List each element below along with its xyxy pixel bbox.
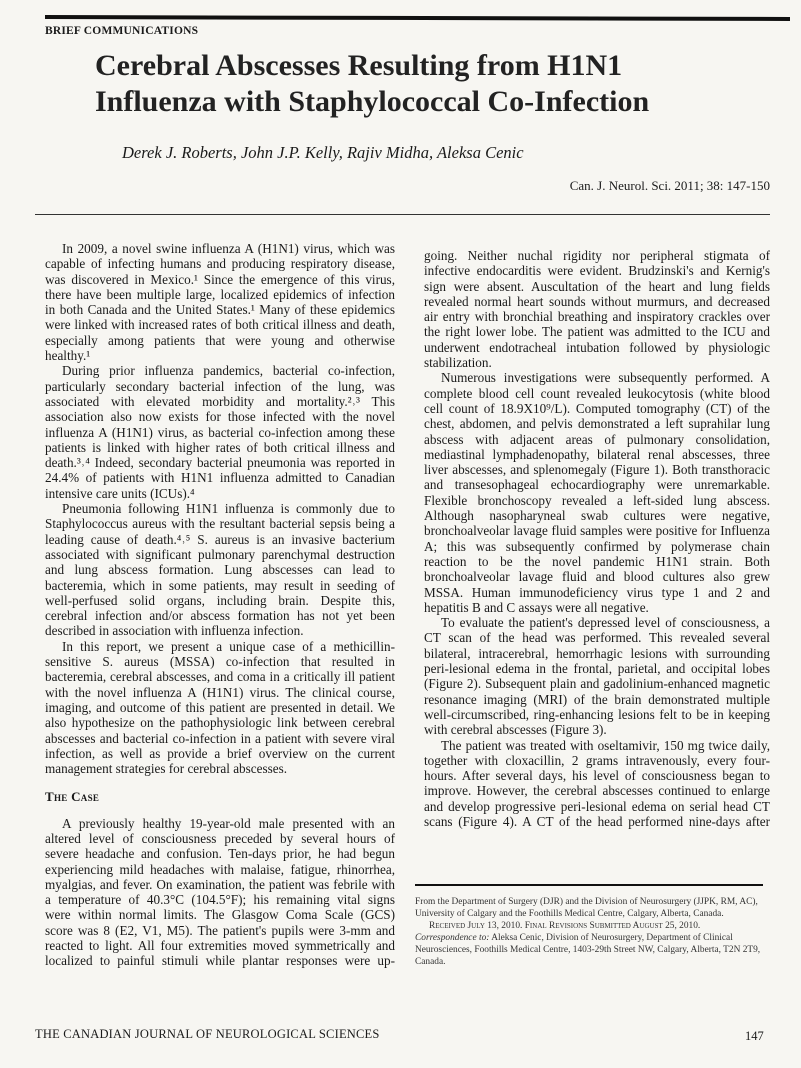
text-line: were linked with increased rates of both critical illness and death, [45,317,395,333]
text-line: with the novel influenza A (H1N1) virus. The clinical course, [45,684,395,700]
text-line: leading cause of death.⁴˒⁵ S. aureus is an invasive bacterium [45,531,395,547]
text-line: imaging, and outcome of this patient are presented in detail. We [45,699,395,715]
text-line: healthy.¹ [45,348,91,364]
text-line: the right lower lobe. The patient was admitted to the ICU and [424,324,770,340]
text-line: revealed normal heart sounds without murmurs, and decreased [424,293,770,309]
intro-section [45,241,395,776]
text-line: was discovered in Mexico.¹ Since the emergence of this virus, [45,271,395,287]
text-line: and transesophageal echocardiography were unremarkable. [424,477,770,493]
text-line: abscesses and bacterial co-infection in a patient with severe viral [45,730,395,746]
text-line: liver abscesses, and splenomegaly (Figure 1). Both transthoracic [424,462,770,478]
text-line: cell count of 18.9X10⁹/L). Computed tomography (CT) of the [424,400,770,416]
text-line: infection, as well as provide a brief overview on the current [45,745,395,761]
citation: Can. J. Neurol. Sci. 2011; 38: 147-150 [569,178,770,193]
text-line: hours. After several days, his level of consciousness began to [424,768,770,784]
text-line: peri-lesional edema in the frontal, parietal, and occipital lobes [424,661,770,677]
header-rule [45,15,790,21]
paragraph [45,816,395,969]
text-line: going. Neither nuchal rigidity nor peripheral stigmata of [424,248,770,263]
text-line: CT scan of the head was performed. This revealed several [424,630,770,646]
page-number: 147 [745,1029,764,1043]
paragraph [45,639,395,777]
text-line: hepatitis B and C assays were all negative. [424,599,649,615]
footnote-rule [415,884,763,886]
correspondence-text: Aleksa Cenic, Division of Neurosurgery, Department of Clinical Neurosciences, Foothills Medical Centre, 1403-29th Street NW, Calgary, Alberta, T2N 2T9, Canada. [415,933,761,967]
text-line: chest, abdomen, and pelvis demonstrated a left suprahilar lung [424,416,770,432]
text-line: To evaluate the patient's depressed level of consciousness, a [441,615,770,631]
paragraph [424,370,770,615]
text-line: sensitive S. aureus (MSSA) co-infection that resulted in [45,654,395,670]
divider [35,214,770,215]
text-line: reacted to light. All four extremities moved symmetrically and [45,938,395,954]
case-continued [424,248,770,829]
text-line: experiencing mild headaches with malaise, fatigue, rhinorrhea, [45,861,395,877]
journal-name: THE CANADIAN JOURNAL OF NEUROLOGICAL SCIENCES [35,1027,380,1041]
text-line: Although nasopharyneal swab cultures were negative, [424,508,770,524]
text-line: infective endocarditis were evident. Brudzinski's and Kernig's [424,263,770,279]
text-line: described in association with influenza infection. [45,623,304,639]
text-line: Numerous investigations were subsequently performed. A [441,370,770,386]
text-line: a temperature of 40.3°C (104.5°F); his remaining vital signs [45,892,395,908]
text-line: management strategies for cerebral abscesses. [45,761,288,777]
text-line: together with cloxacillin, 2 grams intravenously, every four- [424,752,770,768]
text-line: improve. However, the cerebral abscesses continued to enlarge [424,783,770,799]
affiliation: From the Department of Surgery (DJR) and the Division of Neurosurgery (JJPK, RM, AC), University of Calgary and the Foothills Medical Centre, Calgary, Alberta, Canada. [415,897,758,919]
text-line: influenza A (H1N1) virus, as bacterial co-infection among these [45,424,395,440]
section-heading: The Case [45,789,100,805]
text-line: Staphylococcus aureus with the resultant bacterial sepsis being a [45,516,395,532]
text-line: complete blood cell count revealed leukocytosis (white blood [424,385,770,401]
text-line: resonance imaging (MRI) of the brain demonstrated multiple [424,691,770,707]
author-list: Derek J. Roberts, John J.P. Kelly, Rajiv Midha, Aleksa Cenic [122,143,524,162]
text-line: were within normal limits. The Glasgow Coma Scale (GCS) [45,907,395,923]
text-line: A previously healthy 19-year-old male presented with an [62,815,395,831]
paragraph [424,738,770,830]
paragraph [45,501,395,639]
text-line: Flexible bronchoscopy revealed a left-sided lung abscess. [424,492,770,508]
section-label: BRIEF COMMUNICATIONS [45,25,199,37]
text-line: and lung abscess formation. Lung abscesses can lead to [45,562,395,578]
text-line: association also now exists for those infected with the novel [45,409,395,425]
text-line: altered level of consciousness preceded by several hours of [45,830,395,846]
text-line: associated with significant pulmonary parenchymal destruction [45,546,395,562]
text-line: death.³˒⁴ Indeed, secondary bacterial pneumonia was reported in [45,455,395,471]
text-line: In this report, we present a unique case of a methicillin- [62,638,395,654]
correspondence-label: Correspondence to: [415,933,490,943]
text-line: In 2009, a novel swine influenza A (H1N1) virus, which was [62,241,395,256]
text-line: reaction to be the novel pandemic H1N1 strain. Both [424,553,770,569]
text-line: Pneumonia following H1N1 influenza is commonly due to [62,501,395,517]
text-line: intensive care units (ICUs).⁴ [45,485,195,501]
text-line: myalgias, and fever. On examination, the patient was febrile with [45,876,395,892]
text-line: bilateral, intracerebral, hemorrhagic lesions with surrounding [424,645,770,661]
text-line: air entry with bronchial breathing and inspiratory crackles over [424,309,770,325]
text-line: MSSA. Human immunodeficiency virus type 1 and 2 and [424,584,770,600]
text-line: bronchoalveolar lavage fluid and blood cultures also grew [424,569,770,585]
text-line: also hypothesize on the pathophysiologic link between cerebral [45,715,395,731]
text-line: associated with elevated morbidity and mortality.²˒³ This [45,393,395,409]
text-line: and develop progressive peri-lesional edema on serial head CT [424,798,770,814]
text-line: scans (Figure 4). A CT of the head performed nine-days after [424,813,770,829]
text-line: localized to painful stimuli while plantar responses were up- [45,953,395,969]
text-line: with cerebral abscesses (Figure 3). [424,722,607,738]
title-line: Cerebral Abscesses Resulting from H1N1 [95,49,623,82]
text-line: (Figure 2). Subsequent plain and gadolinium-enhanced magnetic [424,676,770,692]
text-line: in both Canada and the United States.¹ Many of these epidemics [45,302,395,318]
right-column [424,248,770,829]
text-line: bronchoalveolar lavage fluid samples were positive for Influenza [424,523,770,539]
received-dates: Received July 13, 2010. Final Revisions Submitted August 25, 2010. [429,921,701,931]
text-line: sign were absent. Auscultation of the heart and lung fields [424,278,770,294]
case-section [45,816,395,969]
article-title [95,48,649,120]
text-line: well-circumscribed, ring-enhancing lesions felt to be in keeping [424,706,770,722]
text-line: mediastinal lymphadenopathy, bilateral renal abscesses, three [424,446,770,462]
left-column [45,241,395,969]
text-line: A; this was subsequently confirmed by polymerase chain [424,538,770,554]
text-line: bacteremia, which in some patients, may result in seeding of [45,577,395,593]
text-line: especially among patients that were young and otherwise [45,332,395,348]
text-line: The patient was treated with oseltamivir, 150 mg twice daily, [441,737,770,753]
text-line: During prior influenza pandemics, bacterial co-infection, [62,363,395,379]
text-line: capable of infecting humans and producing respiratory disease, [45,256,395,272]
text-line: cerebral infection and/or abscess formation has not yet been [45,608,395,624]
paragraph [424,248,770,370]
text-line: bacteremia, cerebral abscesses, and coma in a critically ill patient [45,669,395,685]
paragraph [424,615,770,737]
text-line: particularly secondary bacterial infection of the lung, was [45,378,395,394]
text-line: there have been multiple large, localized epidemics of infection [45,286,395,302]
text-line: stabilization. [424,355,492,371]
title-line: Influenza with Staphylococcal Co-Infection [95,85,650,118]
correspondence [415,932,765,968]
text-line: severe headache and confusion. Ten-days prior, he had begun [45,846,395,862]
paragraph [45,363,395,501]
text-line: abscess with adjacent areas of pulmonary consolidation, [424,431,770,447]
text-line: well-perfused solid organs, including brain. Despite this, [45,592,395,608]
paragraph [45,241,395,363]
text-line: 24.4% of patients with H1N1 influenza admitted to Canadian [45,470,395,486]
footnote [415,896,765,968]
text-line: underwent endotracheal intubation followed by physiologic [424,339,770,355]
text-line: patients is linked with higher rates of both critical illness and [45,439,395,455]
text-line: score was 8 (E2, V1, M5). The patient's pupils were 3-mm and [45,922,395,938]
